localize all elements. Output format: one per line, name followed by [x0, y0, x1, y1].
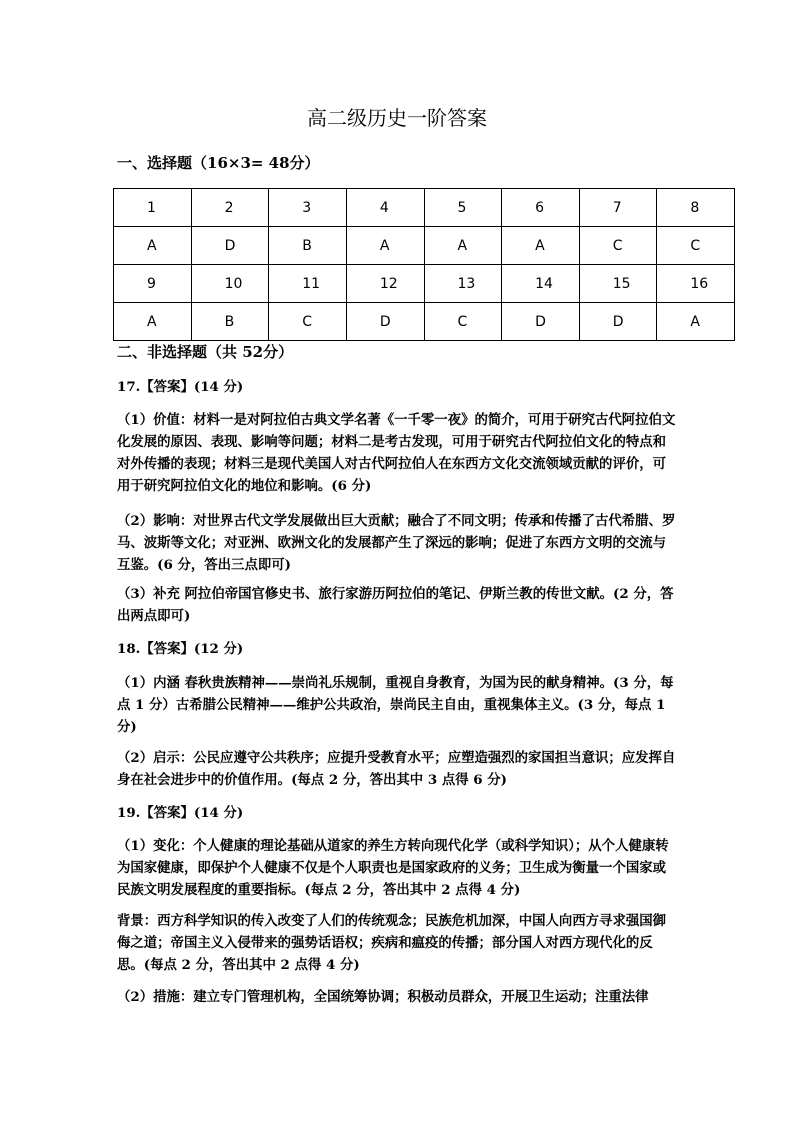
question-19-background: 背景：西方科学知识的传入改变了人们的传统观念；民族危机加深，中国人向西方寻求强国御侮之道；帝国主义入侵带来的强势话语权；疾病和瘟疫的传播；部分国人对西方现代化的反思。(每点 2 分，答出其中 2 点得 4 分)	[117, 913, 667, 973]
table-cell: 8	[657, 189, 735, 227]
table-row	[114, 303, 735, 341]
table-cell: D	[502, 303, 580, 341]
table-cell: 5	[424, 189, 502, 227]
table-cell: A	[346, 227, 424, 265]
table-cell: C	[424, 303, 502, 341]
table-cell: 14	[502, 265, 580, 303]
table-cell: D	[191, 227, 269, 265]
page-title: 高二级历史一阶答案	[307, 106, 487, 130]
table-row	[114, 227, 735, 265]
table-row	[114, 189, 735, 227]
table-cell: 2	[191, 189, 269, 227]
question-17-part-2: （2）影响：对世界古代文学发展做出巨大贡献；融合了不同文明；传承和传播了古代希腊、罗马、波斯等文化；对亚洲、欧洲文化的发展都产生了深远的影响；促进了东西方文明的交流与互鉴。(6 分，答出三点即可)	[117, 513, 676, 573]
question-18-part-2: （2）启示：公民应遵守公共秩序；应提升受教育水平；应塑造强烈的家国担当意识；应发挥自身在社会进步中的价值作用。(每点 2 分，答出其中 3 点得 6 分)	[117, 750, 676, 788]
table-cell: 13	[424, 265, 502, 303]
table-row	[114, 265, 735, 303]
table-cell: B	[269, 227, 347, 265]
table-cell: 16	[657, 265, 735, 303]
table-cell: 1	[114, 189, 192, 227]
table-cell: C	[269, 303, 347, 341]
table-cell: 11	[269, 265, 347, 303]
table-cell: A	[114, 227, 192, 265]
table-cell: A	[657, 303, 735, 341]
section-heading-nonchoice: 二、非选择题（共 52分）	[117, 343, 294, 361]
table-cell: A	[114, 303, 192, 341]
table-cell: B	[191, 303, 269, 341]
answer-table	[113, 188, 735, 341]
table-cell: 6	[502, 189, 580, 227]
table-cell: D	[346, 303, 424, 341]
table-cell: A	[424, 227, 502, 265]
section-heading-choice: 一、选择题（16×3= 48分）	[117, 154, 320, 172]
table-cell: 10	[191, 265, 269, 303]
table-cell: 4	[346, 189, 424, 227]
table-cell: D	[579, 303, 657, 341]
question-18-part-1: （1）内涵 春秋贵族精神——崇尚礼乐规制，重视自身教育，为国为民的献身精神。(3 分，每点 1 分）古希腊公民精神——维护公共政治，崇尚民主自由，重视集体主义。(3 分，每点 1 分)	[117, 675, 674, 735]
table-cell: 12	[346, 265, 424, 303]
question-19-part-1: （1）变化：个人健康的理论基础从道家的养生方转向现代化学（或科学知识）；从个人健康转为国家健康，即保护个人健康不仅是个人职责也是国家政府的义务；卫生成为衡量一个国家或民族文明发展程度的重要指标。(每点 2 分，答出其中 2 点得 4 分)	[117, 838, 669, 898]
question-18-heading: 18.【答案】(12 分)	[117, 641, 244, 657]
table-cell: 15	[579, 265, 657, 303]
table-cell: C	[657, 227, 735, 265]
table-cell: 9	[114, 265, 192, 303]
table-cell: 7	[579, 189, 657, 227]
table-cell: A	[502, 227, 580, 265]
question-19-part-2: （2）措施：建立专门管理机构，全国统筹协调；积极动员群众，开展卫生运动；注重法律	[117, 989, 649, 1005]
question-17-part-1: （1）价值：材料一是对阿拉伯古典文学名著《一千零一夜》的简介，可用于研究古代阿拉伯文化发展的原因、表现、影响等问题；材料二是考古发现，可用于研究古代阿拉伯文化的特点和对外传播的表现；材料三是现代美国人对古代阿拉伯人在东西方文化交流领域贡献的评价，可用于研究阿拉伯文化的地位和影响。(6 分)	[117, 412, 676, 494]
table-cell: 3	[269, 189, 347, 227]
question-17-heading: 17.【答案】(14 分)	[117, 379, 244, 395]
question-19-heading: 19.【答案】(14 分)	[117, 805, 244, 821]
table-cell: C	[579, 227, 657, 265]
question-17-part-3: （3）补充 阿拉伯帝国官修史书、旅行家游历阿拉伯的笔记、伊斯兰教的传世文献。(2 分，答出两点即可)	[117, 586, 674, 624]
